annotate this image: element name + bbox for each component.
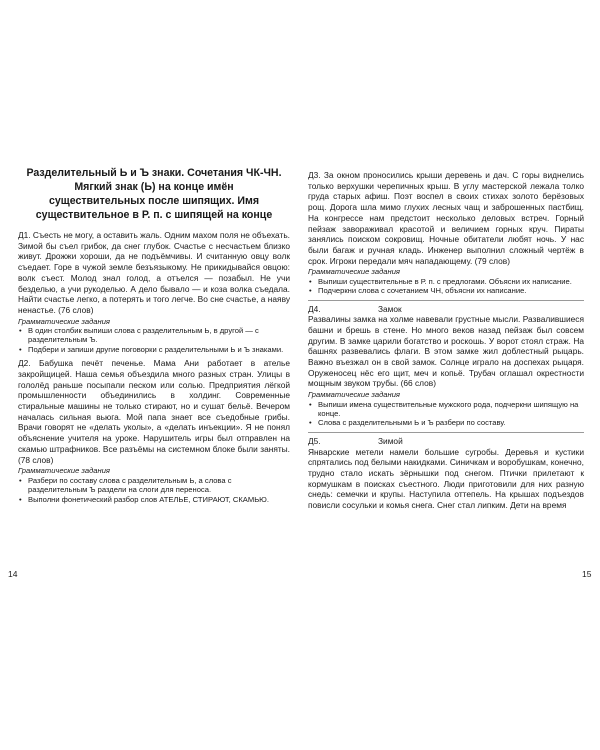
exercise-d5-header (308, 436, 584, 447)
grammar-tasks-label: Грамматические задания (308, 390, 400, 400)
page-number-left: 14 (8, 569, 18, 579)
grammar-tasks-list (308, 277, 584, 296)
page-number-right: 15 (582, 569, 592, 579)
exercise-d1-text: Д1. Съесть не могу, а оставить жаль. Одним махом поля не объехать. Зимой бы съел грибок, да снег глубок. Счастье с несчастьем близко живут. Дрожжи хороши, да не подъёмчивы. И считанную овцу волк съедает. Горе в чужой земле безъязыкому. Не прикидывайся овцою: волк съест. Молод знал голод, а отъелся — позабыл. Не учи безделью, а учи рукоделью. А дело бывало — и коза волка съедала. Найти счастье легко, а потерять и того легче. Во снe счастье, а наяву ненастье. (76 слов) (18, 230, 290, 315)
task-item: • Выпиши существительные в Р. п. с предлогами. Объясни их написание. (308, 277, 584, 286)
grammar-tasks-list (18, 476, 290, 504)
divider (308, 432, 584, 433)
exercise-title: Зимой (378, 435, 403, 446)
task-item: • Разбери по составу слова с разделительным Ь, а слова с разделительным Ъ раздели на слоги для переноса. (18, 476, 290, 495)
grammar-tasks-list (18, 326, 290, 354)
grammar-tasks-label: Грамматические задания (18, 316, 110, 326)
grammar-tasks-label: Грамматические задания (18, 466, 110, 476)
task-item: • Слова с разделительными Ь и Ъ разбери по составу. (308, 418, 584, 427)
task-item: • Выпиши имена существительные мужского рода, подчеркни шипящую на конце. (308, 400, 584, 419)
exercise-d4-text: Развалины замка на холме навевали грустные мысли. Развалившиеся башни и брешь в стене. Но много веков назад пейзаж был совсем другим. В замке царили богатство и роскошь. У ворот стоял страж. На башнях развевались флаги. В этом замке жил доблестный рыцарь. Важно въезжал он в свой замок. Солнце играло на доспехах рыцаря. Оруженосец нёс его щит, меч и копьё. Трубач оглашал окрестности мощным звуком трубы. (66 слов) (308, 314, 584, 389)
exercise-d3-text: Д3. За окном проносились крыши деревень и дач. С горы виднелись только верхушки черепичных крыш. В углу мастерской лежала толко груда старых афиш. Поэт воспел в своих стихах золото берёзовых рощ. Дорога шла мимо глухих лесных чащ и заброшенных пастбищ. На конгрессе нам предстоит несколько деловых встреч. Горный пейзаж завораживал красотой и величием горных круч. Пираты занялись поиском сокровищ. Ночные обитатели любят ночь. У нас были багаж и ручная кладь. Инженер выполнил сложный чертёж в срок. Игроки передали мяч нападающему. (79 слов) (308, 170, 584, 266)
task-item: • В один столбик выпиши слова с разделительным Ь, в другой — с разделительным Ъ. (18, 326, 290, 345)
exercise-d5-text: Январские метели намели большие сугробы. Деревья и кустики спрятались под белыми накидками. Синичкам и воробушкам, конечно, трудно стало искать зёрнышки под снегом. Птички прилетают к кормушкам в поисках съестного. Люди приготовили для них разную снедь: семечки и крупы. Наступила оттепель. На крышах подъездов повисли сосульки и комья снега. Снег стал липким. Дети на время (308, 446, 584, 511)
exercise-d2-text: Д2. Бабушка печёт печенье. Мама Ани работает в ателье закройщицей. Наша семья объездила много разных стран. Улицы в гололёд раньше посыпали песком или солью. Предприятия лёгкой промышленности объединились в холдинг. Современные стиральные машины не только стирают, но и сушат бельё. Вечером началась сильная вьюга. Мой папа знает все съедобные грибы. Врачи говорят не «делать уколы», а «делать инъекции». Я не понял объяснение учителя на уроке. Нарушитель игры был отправлен на скамью штрафников. Все разъёмы на системном блоке были заняты. (78 слов) (18, 358, 290, 465)
task-item: • Подчеркни слова с сочетанием ЧН, объясни их написание. (308, 286, 584, 295)
exercise-number: Д5. (308, 435, 321, 446)
task-item: • Выполни фонетический разбор слов АТЕЛЬЕ, СТИРАЮТ, СКАМЬЮ. (18, 495, 290, 504)
grammar-tasks-label: Грамматические задания (308, 267, 400, 277)
grammar-tasks-list (308, 400, 584, 428)
exercise-number: Д4. (308, 303, 321, 314)
exercise-d4-header (308, 304, 584, 315)
divider (308, 300, 584, 301)
right-page (300, 0, 600, 750)
exercise-title: Замок (378, 303, 402, 314)
section-heading: Разделительный Ь и Ъ знаки. Сочетания ЧК-ЧН. Мягкий знак (Ь) на конце имён существительных после шипящих. Имя существительное в Р. п. с шипящей на конце (26, 167, 282, 221)
task-item: • Подбери и запиши другие поговорки с разделительными Ь и Ъ знаками. (18, 345, 290, 354)
